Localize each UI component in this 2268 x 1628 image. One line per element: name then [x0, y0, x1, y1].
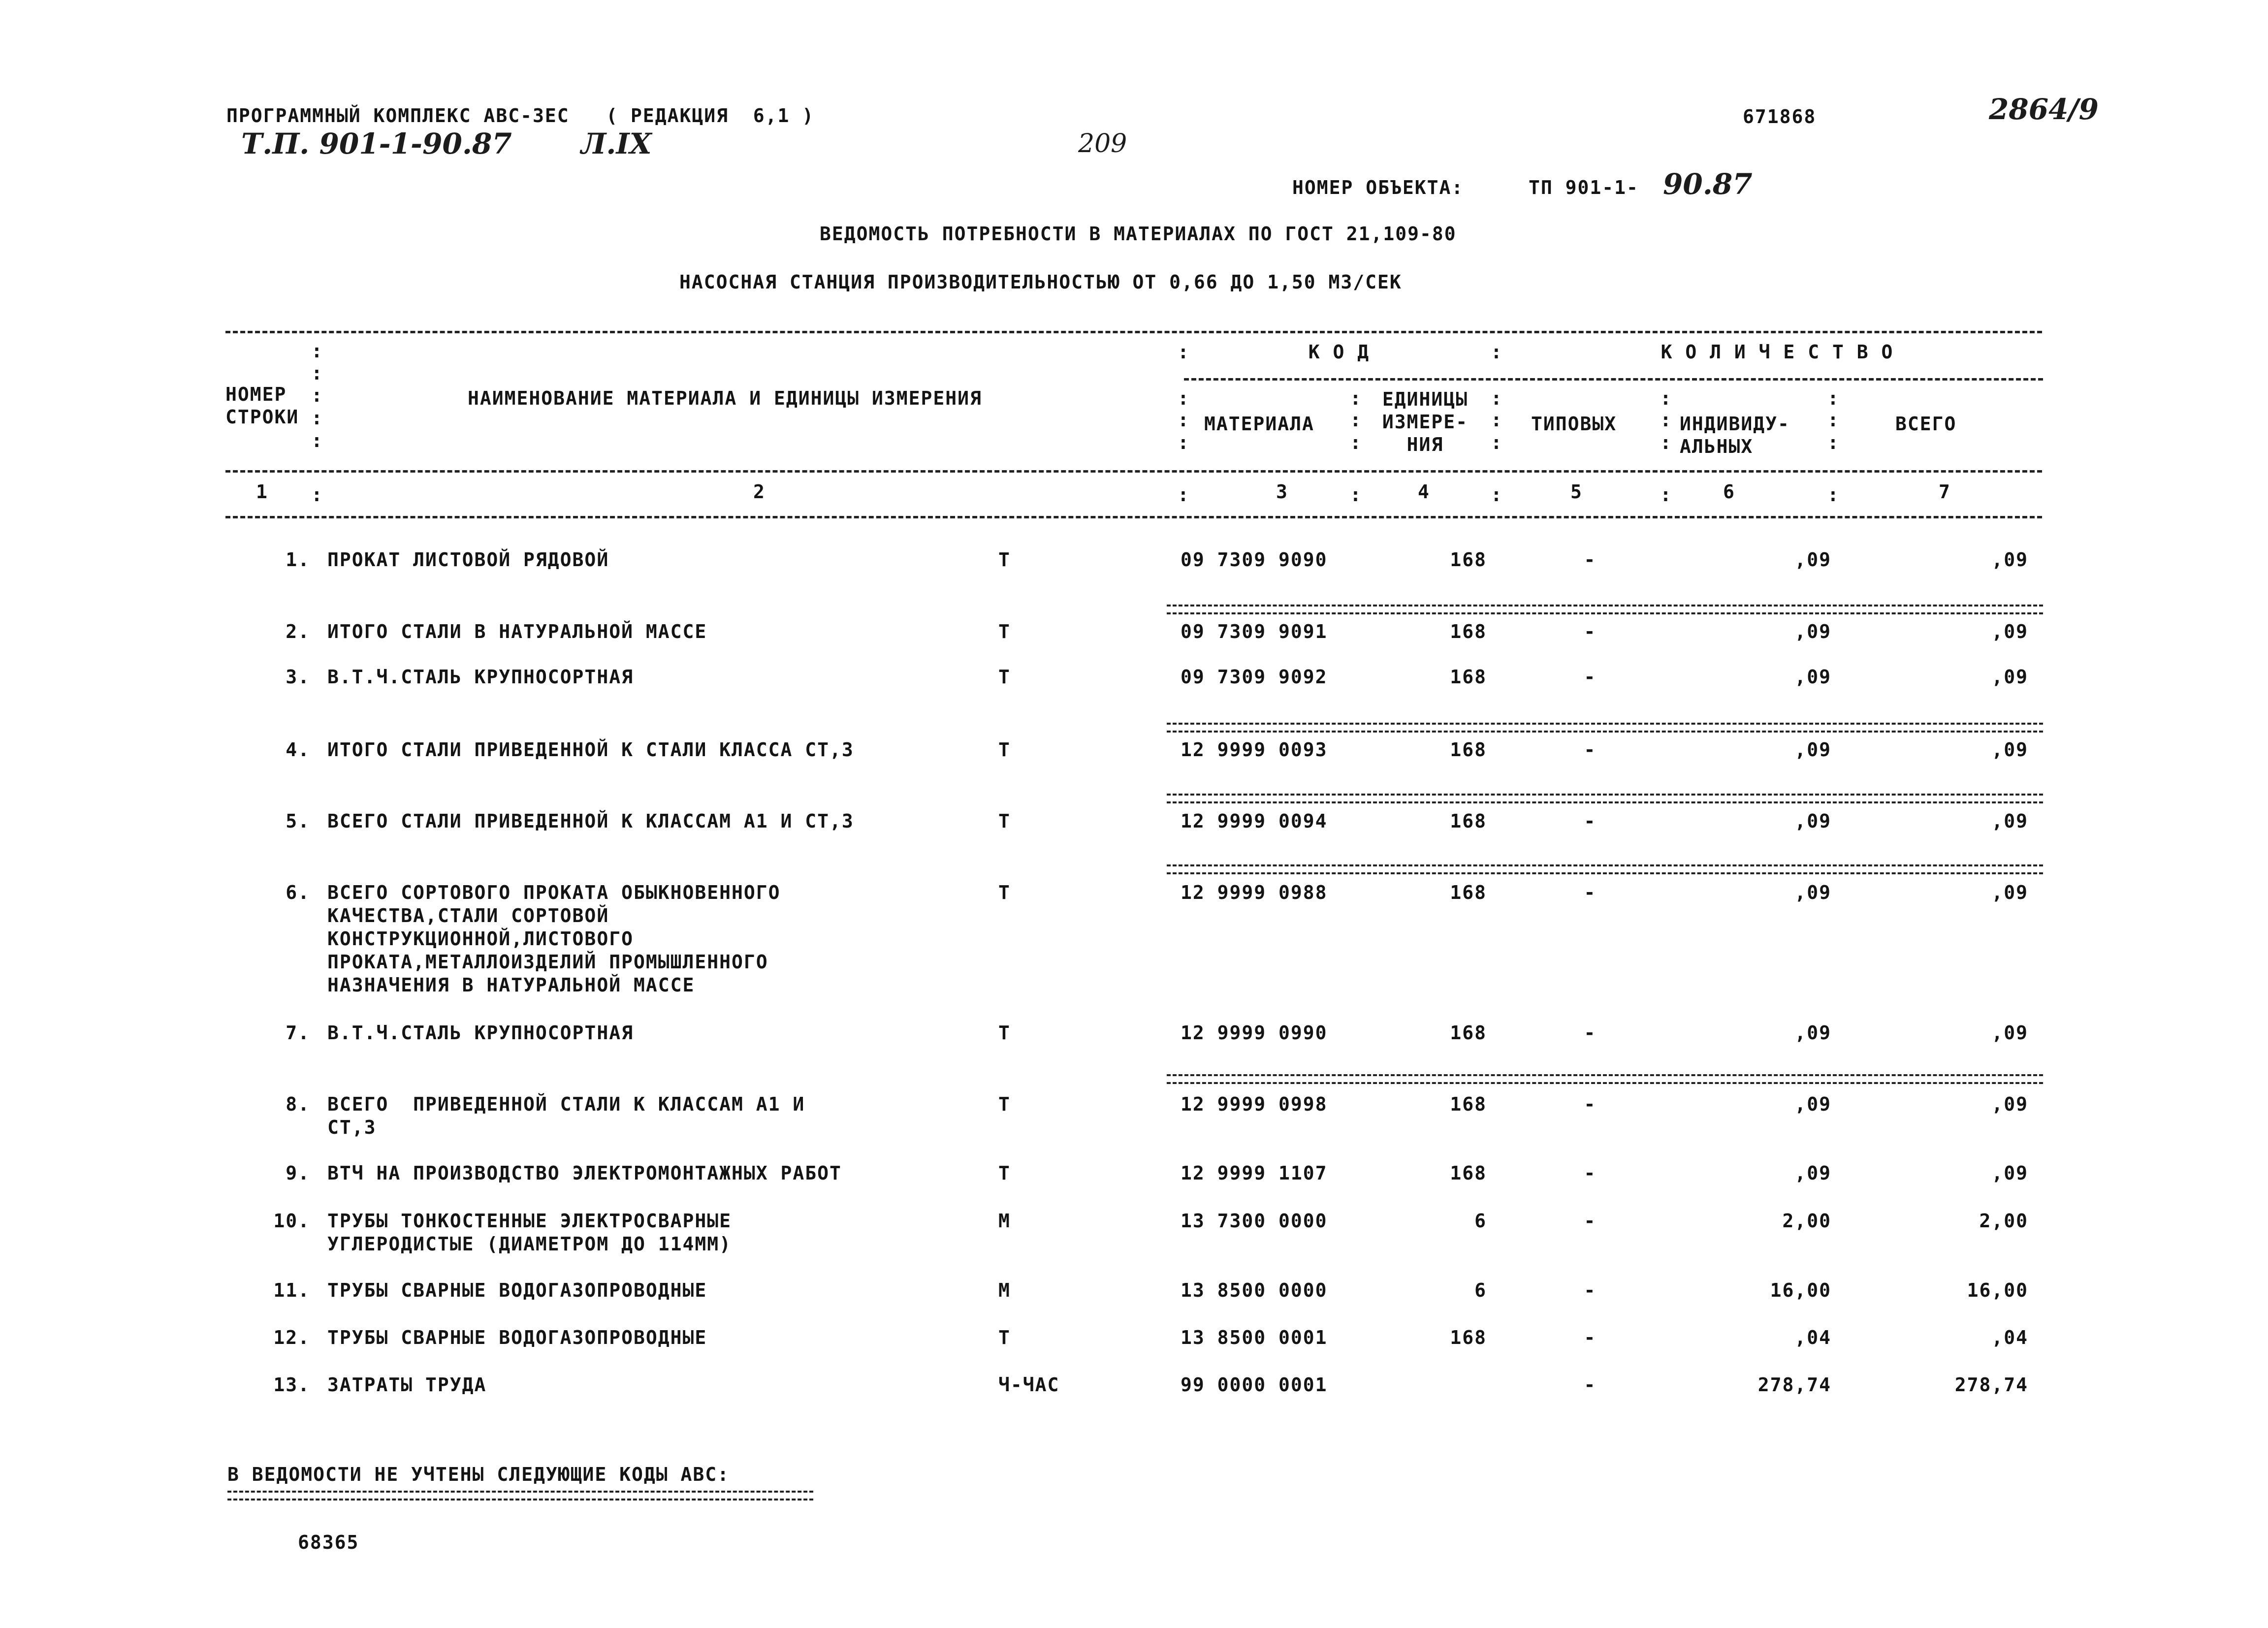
row-total: ,09: [1991, 810, 2028, 832]
col-sep: :: [311, 430, 322, 451]
row-total: ,09: [1991, 882, 2028, 903]
col-sep: :: [1178, 387, 1189, 409]
header-code-group: К О Д: [1308, 341, 1370, 363]
handwritten-sheet-mark: Л.IX: [581, 127, 652, 160]
row-name-line: ТРУБЫ СВАРНЫЕ ВОДОГАЗОПРОВОДНЫЕ: [327, 1327, 707, 1348]
header-total: ВСЕГО: [1895, 413, 1957, 435]
row-material-code: 99 0000 0001: [1181, 1374, 1328, 1396]
row-name-line: КОНСТРУКЦИОННОЙ,ЛИСТОВОГО: [327, 928, 634, 950]
row-number: 4.: [286, 739, 310, 761]
row-name-line: ПРОКАТ ЛИСТОВОЙ РЯДОВОЙ: [327, 549, 609, 571]
row-individual: ,04: [1794, 1327, 1831, 1348]
double-rule: [1167, 605, 2043, 614]
row-unit: Т: [998, 810, 1011, 832]
row-unit: Т: [998, 666, 1011, 688]
row-number: 6.: [286, 882, 310, 903]
col-sep: :: [1660, 387, 1671, 409]
row-typical: -: [1584, 1210, 1597, 1232]
header-bottom-rule: [225, 470, 2042, 473]
row-total: ,09: [1991, 1022, 2028, 1044]
row-name-line: КАЧЕСТВА,СТАЛИ СОРТОВОЙ: [327, 905, 609, 926]
row-unit-code: 168: [1450, 1093, 1487, 1115]
row-unit: Т: [998, 1093, 1011, 1115]
row-number: 13.: [273, 1374, 310, 1396]
col-sep: :: [1660, 409, 1671, 431]
col-sep: :: [1491, 432, 1502, 453]
col-number-6: 6: [1723, 481, 1735, 503]
row-material-code: 12 9999 0094: [1181, 810, 1328, 832]
col-number-4: 4: [1418, 481, 1430, 503]
row-name-line: ВТЧ НА ПРОИЗВОДСТВО ЭЛЕКТРОМОНТАЖНЫХ РАБОТ: [327, 1162, 842, 1184]
row-total: ,04: [1991, 1327, 2028, 1348]
row-unit-code: 6: [1474, 1279, 1487, 1301]
row-material-code: 12 9999 0093: [1181, 739, 1328, 761]
row-number: 5.: [286, 810, 310, 832]
row-unit: Т: [998, 621, 1011, 642]
row-material-code: 12 9999 1107: [1181, 1162, 1328, 1184]
row-name-line: В.Т.Ч.СТАЛЬ КРУПНОСОРТНАЯ: [327, 666, 634, 688]
row-typical: -: [1584, 1022, 1597, 1044]
row-unit-code: 168: [1450, 1022, 1487, 1044]
table-body-rule: [225, 516, 2042, 518]
col-number-7: 7: [1939, 481, 1951, 503]
row-number: 12.: [273, 1327, 310, 1348]
header-name: НАИМЕНОВАНИЕ МАТЕРИАЛА И ЕДИНИЦЫ ИЗМЕРЕНИЯ: [468, 387, 982, 409]
col-sep: :: [1827, 409, 1839, 431]
row-unit-code: 168: [1450, 1327, 1487, 1348]
header-unit-2: ИЗМЕРЕ-: [1382, 411, 1469, 433]
row-name-line: ВСЕГО СТАЛИ ПРИВЕДЕННОЙ К КЛАССАМ А1 И СТ,3: [327, 810, 854, 832]
double-rule: [1167, 864, 2043, 874]
program-line: ПРОГРАММНЫЙ КОМПЛЕКС АВС-3ЕС ( РЕДАКЦИЯ 6,1 ): [226, 105, 815, 127]
col-sep: :: [1178, 341, 1189, 363]
row-total: ,09: [1991, 549, 2028, 571]
row-unit: М: [998, 1279, 1011, 1301]
header-typical: ТИПОВЫХ: [1531, 413, 1617, 435]
col-number-1: 1: [256, 481, 268, 503]
row-typical: -: [1584, 1327, 1597, 1348]
header-subrule: [1184, 378, 2043, 381]
footer-double-rule: [227, 1491, 813, 1500]
row-material-code: 09 7309 9090: [1181, 549, 1328, 571]
row-name-line: ИТОГО СТАЛИ ПРИВЕДЕННОЙ К СТАЛИ КЛАССА СТ,3: [327, 739, 854, 761]
col-sep: :: [1827, 432, 1839, 453]
row-unit: Ч-ЧАС: [998, 1374, 1060, 1396]
row-unit: М: [998, 1210, 1011, 1232]
row-number: 3.: [286, 666, 310, 688]
row-total: 278,74: [1954, 1374, 2028, 1396]
row-total: ,09: [1991, 1093, 2028, 1115]
row-name-line: СТ,3: [327, 1117, 377, 1138]
row-unit-code: 168: [1450, 810, 1487, 832]
row-number: 1.: [286, 549, 310, 571]
col-sep: :: [311, 407, 322, 429]
header-row-no-1: НОМЕР: [225, 383, 287, 405]
header-material: МАТЕРИАЛА: [1204, 413, 1314, 435]
row-number: 7.: [286, 1022, 310, 1044]
col-sep: :: [311, 362, 322, 384]
col-sep: :: [1827, 484, 1839, 506]
row-number: 2.: [286, 621, 310, 642]
row-unit-code: 168: [1450, 621, 1487, 642]
row-unit: Т: [998, 1327, 1011, 1348]
object-handwritten-number: 90.87: [1663, 167, 1753, 201]
col-number-3: 3: [1276, 481, 1288, 503]
header-individual-1: ИНДИВИДУ-: [1680, 413, 1790, 435]
object-label: НОМЕР ОБЪЕКТА:: [1292, 177, 1464, 198]
object-value: ТП 901-1-: [1529, 177, 1639, 198]
row-unit: Т: [998, 1022, 1011, 1044]
document-title: ВЕДОМОСТЬ ПОТРЕБНОСТИ В МАТЕРИАЛАХ ПО ГОСТ 21,109-80: [820, 223, 1457, 245]
row-unit-code: 168: [1450, 882, 1487, 903]
row-individual: ,09: [1794, 1093, 1831, 1115]
row-name-line: ВСЕГО СОРТОВОГО ПРОКАТА ОБЫКНОВЕННОГО: [327, 882, 781, 903]
row-individual: ,09: [1794, 549, 1831, 571]
row-total: ,09: [1991, 621, 2028, 642]
row-individual: ,09: [1794, 621, 1831, 642]
row-unit: Т: [998, 739, 1011, 761]
row-total: ,09: [1991, 739, 2028, 761]
row-typical: -: [1584, 621, 1597, 642]
col-sep: :: [1350, 409, 1361, 431]
row-material-code: 13 8500 0001: [1181, 1327, 1328, 1348]
double-rule: [1167, 723, 2043, 733]
row-typical: -: [1584, 1162, 1597, 1184]
col-number-5: 5: [1570, 481, 1583, 503]
corner-handwritten-note: 2864/9: [1989, 93, 2099, 126]
row-typical: -: [1584, 739, 1597, 761]
page-number: 209: [1078, 129, 1127, 159]
row-unit-code: 168: [1450, 549, 1487, 571]
row-material-code: 12 9999 0990: [1181, 1022, 1328, 1044]
row-individual: ,09: [1794, 1022, 1831, 1044]
row-material-code: 12 9999 0998: [1181, 1093, 1328, 1115]
row-number: 8.: [286, 1093, 310, 1115]
col-sep: :: [1827, 387, 1839, 409]
row-material-code: 09 7309 9092: [1181, 666, 1328, 688]
col-sep: :: [1660, 432, 1671, 453]
header-individual-2: АЛЬНЫХ: [1680, 436, 1754, 457]
row-typical: -: [1584, 810, 1597, 832]
col-sep: :: [311, 384, 322, 406]
row-unit: Т: [998, 882, 1011, 903]
footer-note: В ВЕДОМОСТИ НЕ УЧТЕНЫ СЛЕДУЮЩИЕ КОДЫ АВС:: [227, 1464, 730, 1485]
handwritten-project-ref: Т.П. 901-1-90.87: [241, 127, 512, 160]
row-name-line: ИТОГО СТАЛИ В НАТУРАЛЬНОЙ МАССЕ: [327, 621, 707, 642]
col-sep: :: [1178, 432, 1189, 453]
header-qty-group: К О Л И Ч Е С Т В О: [1661, 341, 1894, 363]
row-individual: ,09: [1794, 882, 1831, 903]
row-individual: ,09: [1794, 739, 1831, 761]
row-name-line: ТРУБЫ СВАРНЫЕ ВОДОГАЗОПРОВОДНЫЕ: [327, 1279, 707, 1301]
row-individual: ,09: [1794, 666, 1831, 688]
col-sep: :: [311, 340, 322, 362]
header-unit-3: НИЯ: [1406, 434, 1444, 455]
row-number: 9.: [286, 1162, 310, 1184]
row-unit: Т: [998, 549, 1011, 571]
row-name-line: УГЛЕРОДИСТЫЕ (ДИАМЕТРОМ ДО 114ММ): [327, 1233, 732, 1255]
row-name-line: ЗАТРАТЫ ТРУДА: [327, 1374, 487, 1396]
col-sep: :: [1491, 341, 1502, 363]
row-name-line: В.Т.Ч.СТАЛЬ КРУПНОСОРТНАЯ: [327, 1022, 634, 1044]
row-unit-code: 168: [1450, 1162, 1487, 1184]
row-individual: ,09: [1794, 1162, 1831, 1184]
row-individual: ,09: [1794, 810, 1831, 832]
double-rule: [1167, 794, 2043, 803]
row-typical: -: [1584, 1279, 1597, 1301]
col-sep: :: [1491, 387, 1502, 409]
col-sep: :: [1178, 409, 1189, 431]
row-name-line: НАЗНАЧЕНИЯ В НАТУРАЛЬНОЙ МАССЕ: [327, 974, 695, 996]
row-number: 11.: [273, 1279, 310, 1301]
col-sep: :: [1350, 387, 1361, 409]
col-sep: :: [1660, 484, 1671, 506]
row-unit-code: 168: [1450, 666, 1487, 688]
row-individual: 2,00: [1782, 1210, 1831, 1232]
row-individual: 16,00: [1770, 1279, 1831, 1301]
col-sep: :: [311, 484, 322, 506]
header-unit-1: ЕДИНИЦЫ: [1382, 388, 1469, 410]
row-total: ,09: [1991, 666, 2028, 688]
table-top-rule: [225, 331, 2042, 333]
row-unit: Т: [998, 1162, 1011, 1184]
col-number-2: 2: [753, 481, 766, 503]
row-typical: -: [1584, 549, 1597, 571]
row-name-line: ПРОКАТА,МЕТАЛЛОИЗДЕЛИЙ ПРОМЫШЛЕННОГО: [327, 951, 768, 973]
row-name-line: ВСЕГО ПРИВЕДЕННОЙ СТАЛИ К КЛАССАМ А1 И: [327, 1093, 805, 1115]
row-unit-code: 168: [1450, 739, 1487, 761]
document-number: 671868: [1743, 106, 1817, 128]
row-unit-code: 6: [1474, 1210, 1487, 1232]
row-typical: -: [1584, 882, 1597, 903]
row-total: 16,00: [1967, 1279, 2028, 1301]
row-total: ,09: [1991, 1162, 2028, 1184]
row-name-line: ТРУБЫ ТОНКОСТЕННЫЕ ЭЛЕКТРОСВАРНЫЕ: [327, 1210, 732, 1232]
row-number: 10.: [273, 1210, 310, 1232]
row-typical: -: [1584, 1374, 1597, 1396]
col-sep: :: [1350, 432, 1361, 453]
document-subtitle: НАСОСНАЯ СТАНЦИЯ ПРОИЗВОДИТЕЛЬНОСТЬЮ ОТ 0,66 ДО 1,50 М3/СЕК: [679, 271, 1402, 293]
row-typical: -: [1584, 1093, 1597, 1115]
col-sep: :: [1178, 484, 1189, 506]
row-total: 2,00: [1979, 1210, 2028, 1232]
row-individual: 278,74: [1757, 1374, 1831, 1396]
row-typical: -: [1584, 666, 1597, 688]
row-material-code: 09 7309 9091: [1181, 621, 1328, 642]
row-material-code: 13 7300 0000: [1181, 1210, 1328, 1232]
col-sep: :: [1491, 484, 1502, 506]
footer-code: 68365: [298, 1532, 359, 1553]
header-row-no-2: СТРОКИ: [225, 406, 299, 428]
row-material-code: 12 9999 0988: [1181, 882, 1328, 903]
double-rule: [1167, 1074, 2043, 1084]
col-sep: :: [1350, 484, 1361, 506]
row-material-code: 13 8500 0000: [1181, 1279, 1328, 1301]
col-sep: :: [1491, 409, 1502, 431]
